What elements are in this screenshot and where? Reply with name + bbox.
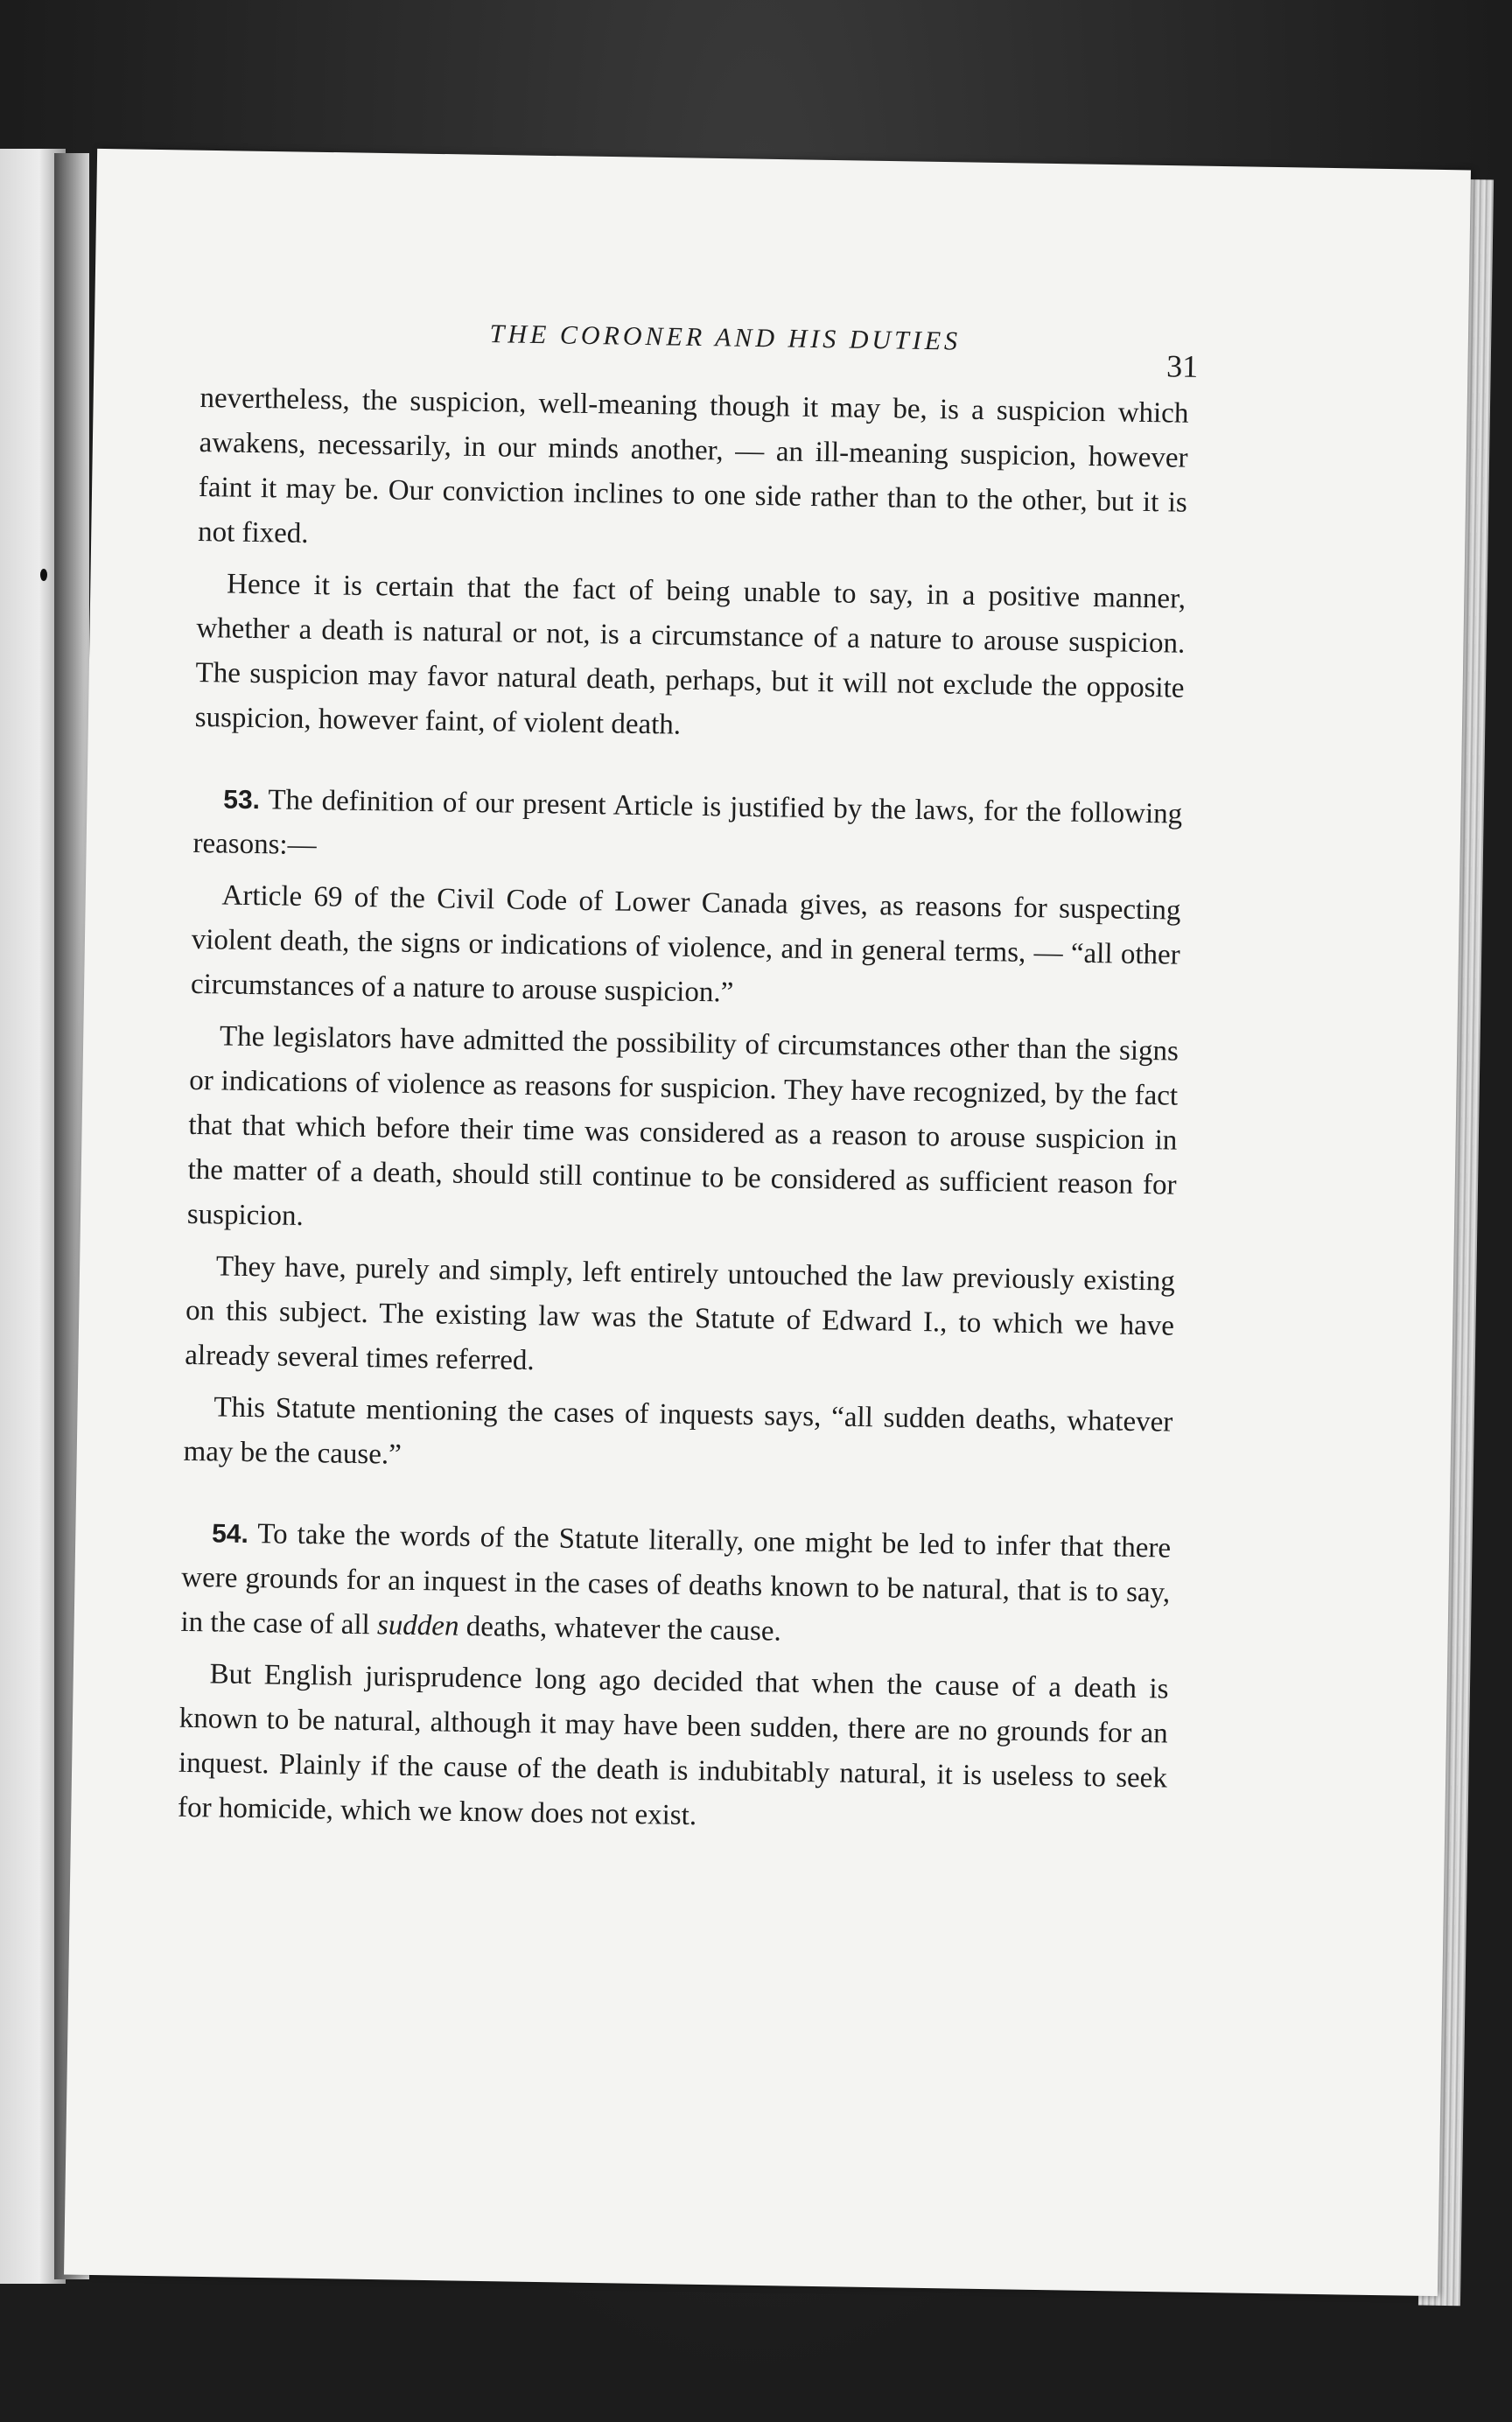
page-number: 31 (1166, 348, 1199, 384)
section-number: 54. (211, 1519, 249, 1550)
paragraph: This Statute mentioning the cases of inquests says, “all sudden deaths, whatever may be the cause.” (183, 1391, 1173, 1471)
page-content (177, 315, 1199, 1853)
section-text: To take the words of the Statute literally, one might be led to infer that there were grounds for an inquest in the cases of deaths known to be natural, that is to say, in the case of all (180, 1518, 1172, 1642)
section-53-paragraph (192, 777, 1182, 882)
paragraph: But English jurisprudence long ago decided that when the cause of a death is known to be natural, although it may have been sudden, there are no grounds for an inquest. Plainly if the cause of the death is indubitably natural, it is useless to seek for homicide, which we know does not exist. (177, 1658, 1169, 1832)
running-title: THE CORONER AND HIS DUTIES (489, 319, 962, 356)
section-54-paragraph (180, 1511, 1171, 1661)
ink-mark (40, 569, 47, 581)
paragraph: They have, purely and simply, left entirely untouched the law previously existing on this subject. The existing law was the Statute of Edward I., to which we have already several times referred. (185, 1250, 1176, 1377)
paragraph: Article 69 of the Civil Code of Lower Canada gives, as reasons for suspecting violent death, the signs or indications of violence, and in general terms, — “all other circumstances of a nature to arouse suspicion.” (190, 879, 1181, 1009)
italic-word: sudden (376, 1609, 459, 1642)
paragraph: nevertheless, the suspicion, well-meaning though it may be, is a suspicion which awakens, necessarily, in our minds another, — an ill-meaning suspicion, however faint it may be. Our conviction inclines to one side rather than to the other, but it is not fixed. (197, 382, 1189, 550)
paragraph: The legislators have admitted the possibility of circumstances other than the signs or indications of violence as reasons for suspicion. They have recognized, by the fact that that which before their time was considered as a reason to arouse suspicion in the matter of a death, should still continue to be considered as sufficient reason for suspicion. (186, 1020, 1180, 1232)
paragraph: Hence it is certain that the fact of being unable to say, in a positive manner, whether a death is natural or not, is a circumstance of a nature to arouse suspicion. The suspicion may favor natural death, perhaps, but it will not exclude the opposite suspicion, however faint, of violent death. (194, 568, 1186, 741)
section-text: The definition of our present Article is justified by the laws, for the following reasons:— (192, 784, 1183, 862)
section-number: 53. (223, 785, 261, 816)
section-text-continued: deaths, whatever the cause. (466, 1610, 782, 1648)
